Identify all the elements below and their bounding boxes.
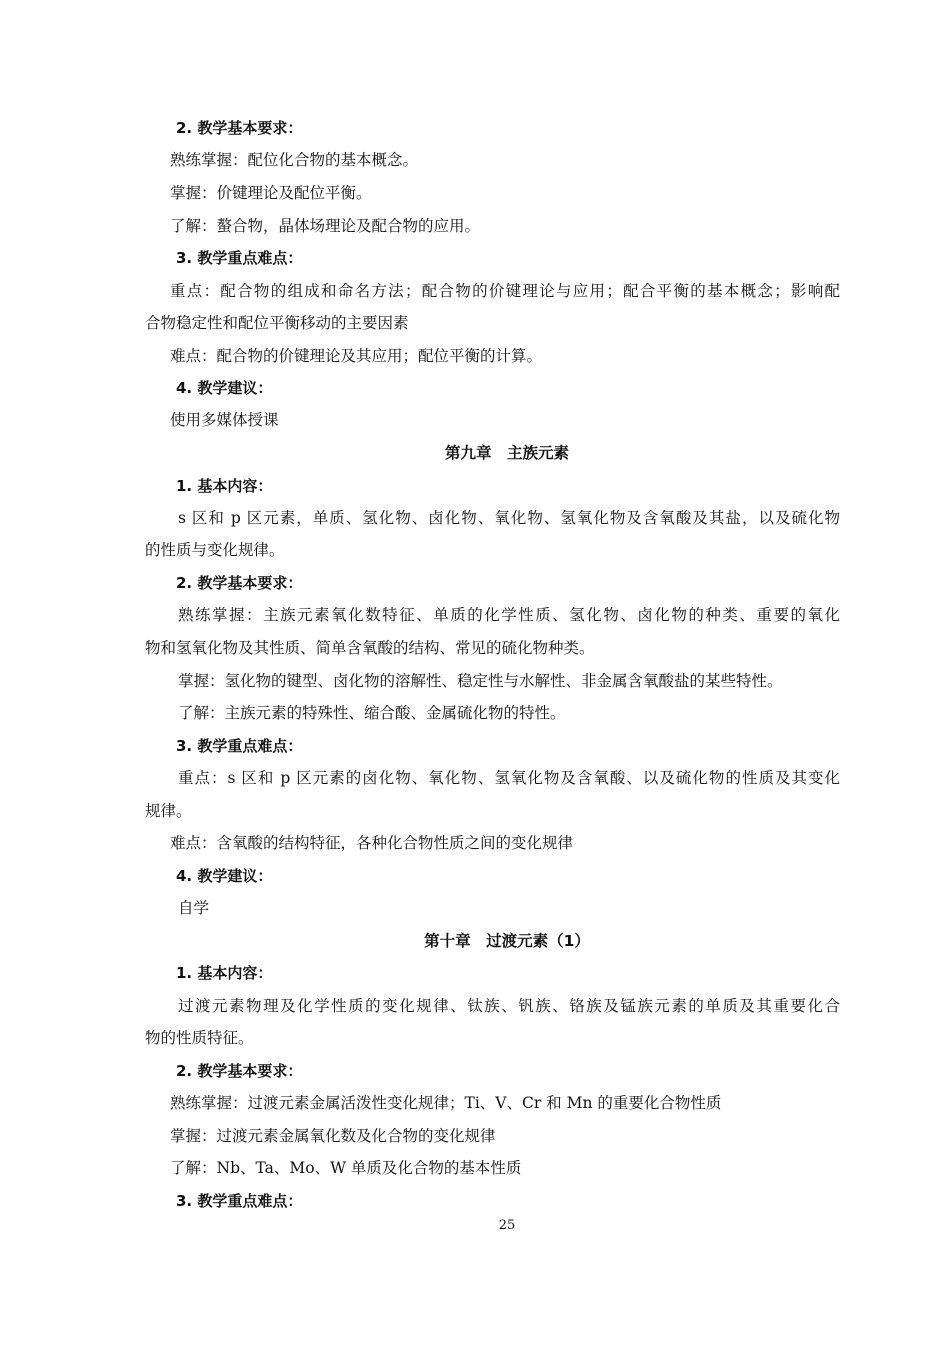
ch9-content-line-1: s 区和 p 区元素，单质、氢化物、卤化物、氧化物、氢氧化物及含氧酸及其盐，以及硫化物: [178, 509, 840, 527]
ch9-content-line-2: 的性质与变化规律。: [145, 541, 285, 559]
key-points-line-1: 重点：配合物的组成和命名方法；配合物的价键理论与应用；配合平衡的基本概念；影响配: [170, 282, 840, 300]
chapter-10-title: 第十章 过渡元素（1）: [424, 932, 590, 950]
ch9-requirement-proficient-line-2: 物和氢氧化物及其性质、简单含氧酸的结构、常见的硫化物种类。: [145, 639, 595, 657]
ch10-content-line-1: 过渡元素物理及化学性质的变化规律、钛族、钒族、铬族及锰族元素的单质及其重要化合: [178, 997, 840, 1015]
ch9-heading-requirements: 2. 教学基本要求：: [176, 574, 303, 592]
ch9-heading-key-points: 3. 教学重点难点：: [176, 737, 303, 755]
ch9-heading-content: 1. 基本内容：: [176, 477, 273, 495]
chapter-9-title: 第九章 主族元素: [444, 444, 569, 462]
ch10-heading-key-points: 3. 教学重点难点：: [176, 1192, 303, 1210]
ch10-requirement-understand: 了解：Nb、Ta、Mo、W 单质及化合物的基本性质: [170, 1159, 522, 1177]
section-heading-requirements: 2. 教学基本要求：: [176, 119, 303, 137]
ch9-difficult-points: 难点：含氧酸的结构特征，各种化合物性质之间的变化规律: [170, 834, 574, 852]
section-heading-advice: 4. 教学建议：: [176, 379, 273, 397]
requirement-master: 掌握：价键理论及配位平衡。: [170, 184, 372, 202]
ch10-requirement-proficient: 熟练掌握：过渡元素金属活泼性变化规律；Ti、V、Cr 和 Mn 的重要化合物性质: [170, 1094, 722, 1112]
key-points-line-2: 合物稳定性和配位平衡移动的主要因素: [145, 314, 409, 332]
ch9-teaching-advice: 自学: [178, 899, 210, 917]
ch9-key-points-line-2: 规律。: [145, 802, 192, 820]
ch9-requirement-understand: 了解：主族元素的特殊性、缩合酸、金属硫化物的特性。: [178, 704, 566, 722]
ch9-key-points-line-1: 重点：s 区和 p 区元素的卤化物、氧化物、氢氧化物及含氧酸、以及硫化物的性质及其变化: [178, 769, 840, 787]
ch10-heading-requirements: 2. 教学基本要求：: [176, 1062, 303, 1080]
ch10-content-line-2: 物的性质特征。: [145, 1029, 254, 1047]
section-heading-key-points: 3. 教学重点难点：: [176, 249, 303, 267]
ch9-requirement-master: 掌握：氢化物的键型、卤化物的溶解性、稳定性与水解性、非金属含氧酸盐的某些特性。: [178, 672, 783, 690]
page-number: 25: [498, 1218, 516, 1233]
teaching-advice: 使用多媒体授课: [170, 411, 279, 429]
ch10-heading-content: 1. 基本内容：: [176, 964, 273, 982]
difficult-points: 难点：配合物的价键理论及其应用；配位平衡的计算。: [170, 347, 543, 365]
ch9-requirement-proficient-line-1: 熟练掌握：主族元素氧化数特征、单质的化学性质、氢化物、卤化物的种类、重要的氧化: [178, 606, 840, 624]
requirement-proficient: 熟练掌握：配位化合物的基本概念。: [170, 151, 419, 169]
ch10-requirement-master: 掌握：过渡元素金属氧化数及化合物的变化规律: [170, 1127, 496, 1145]
requirement-understand: 了解：螯合物，晶体场理论及配合物的应用。: [170, 217, 481, 235]
ch9-heading-advice: 4. 教学建议：: [176, 867, 273, 885]
